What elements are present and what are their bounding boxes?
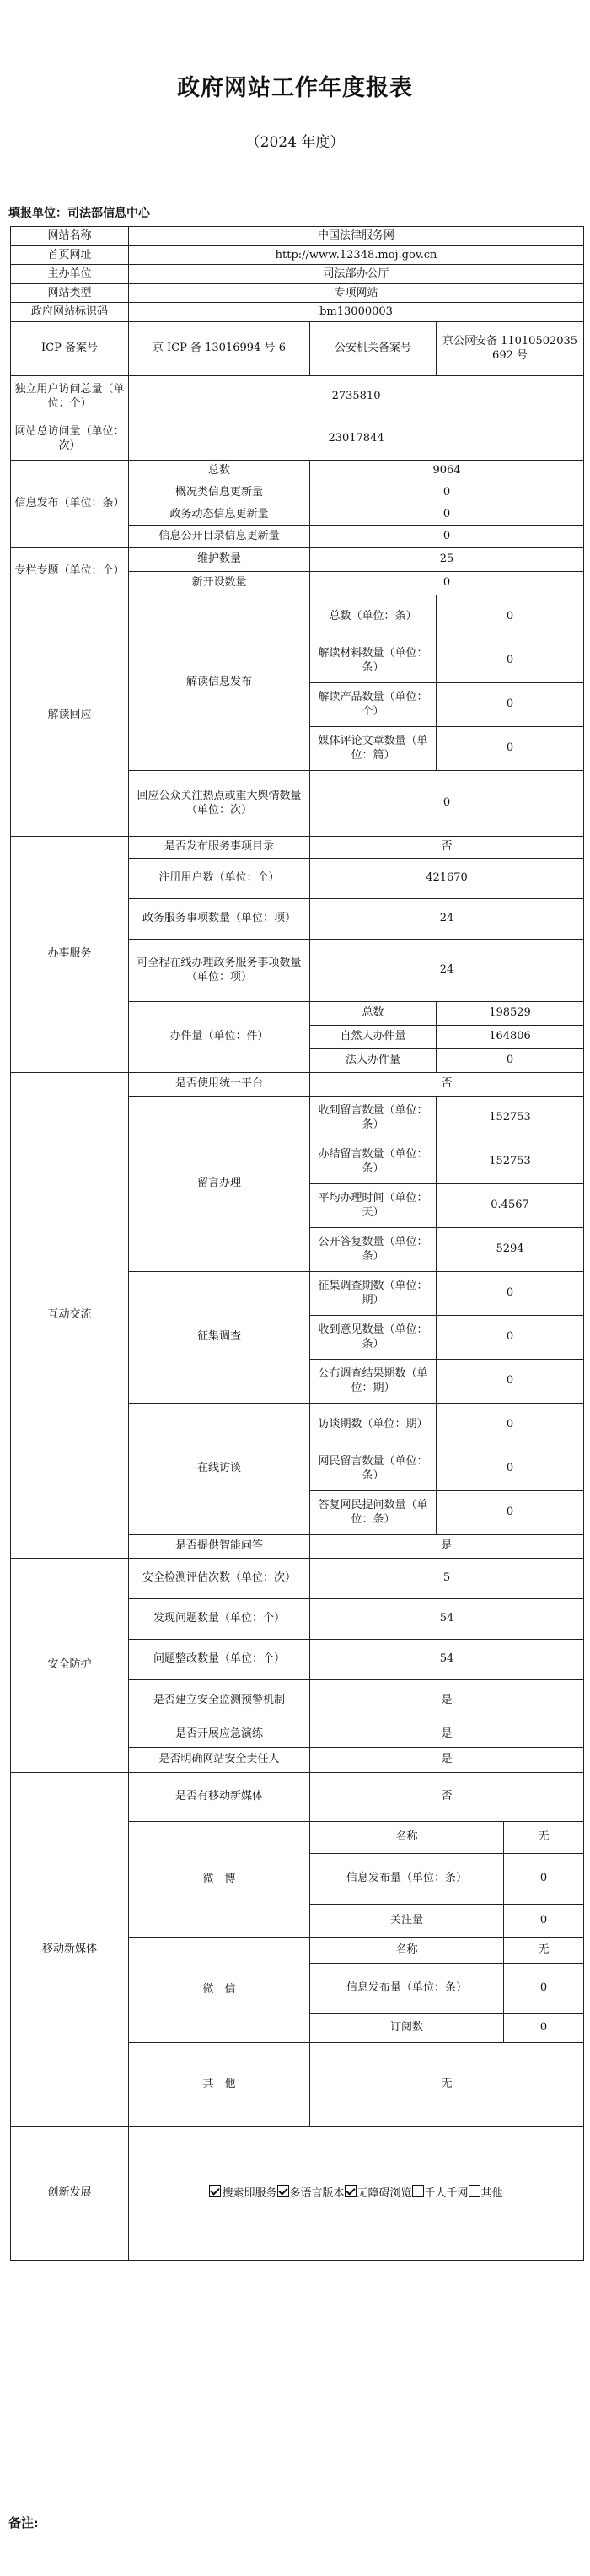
interpretation-row-label: 媒体评论文章数量（单位：篇） xyxy=(310,726,437,770)
catalog-label: 是否发布服务事项目录 xyxy=(129,836,310,858)
security-row-label: 是否建立安全监测预警机制 xyxy=(129,1679,310,1722)
unchecked-checkbox-icon xyxy=(469,2185,480,2197)
site-name-label: 网站名称 xyxy=(11,227,129,246)
table-row xyxy=(11,547,584,571)
users-label: 注册用户数（单位：个） xyxy=(129,858,310,898)
report-title: 政府网站工作年度报表 xyxy=(177,75,413,101)
volume-row-label: 法人办件量 xyxy=(310,1048,437,1072)
interview-row-label: 答复网民提问数量（单位：条） xyxy=(310,1490,437,1534)
innovation-options xyxy=(129,2126,584,2260)
site-host-label: 主办单位 xyxy=(11,265,129,284)
checked-checkbox-icon xyxy=(209,2185,221,2197)
visitors-label: 独立用户访问总量（单位：个） xyxy=(11,375,129,418)
message-row-label: 公开答复数量（单位：条） xyxy=(310,1227,437,1271)
online-value: 24 xyxy=(310,939,584,1001)
interpretation-row-value: 0 xyxy=(437,726,584,770)
qa-label: 是否提供智能问答 xyxy=(129,1534,310,1558)
info-publish-label: 信息发布（单位：条） xyxy=(11,460,129,547)
info-row-value: 0 xyxy=(310,482,584,504)
weibo-row-label: 信息发布量（单位：条） xyxy=(310,1853,504,1904)
interpretation-row-label: 解读产品数量（单位：个） xyxy=(310,682,437,726)
table-row xyxy=(11,418,584,460)
interpretation-row-value: 0 xyxy=(437,595,584,639)
table-row xyxy=(11,227,584,246)
security-row-value: 5 xyxy=(310,1558,584,1598)
table-row xyxy=(11,1072,584,1096)
site-host-value: 司法部办公厅 xyxy=(129,265,584,284)
innovation-option-label: 无障碍浏览 xyxy=(357,2186,412,2200)
mobile-has-value: 否 xyxy=(310,1772,584,1821)
security-row-label: 安全检测评估次数（单位：次） xyxy=(129,1558,310,1598)
security-row-value: 是 xyxy=(310,1747,584,1772)
wechat-label: 微 信 xyxy=(129,1937,310,2042)
columns-row-value: 0 xyxy=(310,571,584,595)
visitors-value: 2735810 xyxy=(129,375,584,418)
innovation-option xyxy=(469,2187,503,2200)
survey-row-value: 0 xyxy=(437,1315,584,1359)
info-row-label: 总数 xyxy=(129,460,310,482)
volume-row-label: 总数 xyxy=(310,1001,437,1025)
weibo-row-label: 名称 xyxy=(310,1821,504,1853)
response-label: 回应公众关注热点或重大舆情数量（单位：次） xyxy=(129,770,310,836)
table-row xyxy=(11,321,584,375)
survey-row-value: 0 xyxy=(437,1271,584,1315)
innovation-option xyxy=(277,2187,345,2200)
innovation-option-label: 千人千网 xyxy=(424,2186,469,2200)
report-year: （2024 年度） xyxy=(245,134,345,151)
survey-label: 征集调查 xyxy=(129,1271,310,1403)
security-row-value: 54 xyxy=(310,1598,584,1639)
message-label: 留言办理 xyxy=(129,1096,310,1271)
interpretation-label: 解读回应 xyxy=(11,595,129,836)
table-row xyxy=(11,460,584,482)
message-row-label: 平均办理时间（单位：天） xyxy=(310,1183,437,1227)
info-row-value: 9064 xyxy=(310,460,584,482)
mobile-label: 移动新媒体 xyxy=(11,1772,129,2126)
info-row-label: 概况类信息更新量 xyxy=(129,482,310,504)
survey-row-label: 征集调查期数（单位：期） xyxy=(310,1271,437,1315)
security-row-value: 54 xyxy=(310,1639,584,1679)
services-label: 办事服务 xyxy=(11,836,129,1072)
wechat-row-value: 0 xyxy=(504,2013,584,2042)
table-row xyxy=(11,836,584,858)
message-row-value: 152753 xyxy=(437,1140,584,1183)
icp-label: ICP 备案号 xyxy=(11,321,129,375)
survey-row-value: 0 xyxy=(437,1359,584,1403)
wechat-row-label: 订阅数 xyxy=(310,2013,504,2042)
volume-row-value: 198529 xyxy=(437,1001,584,1025)
columns-row-label: 新开设数量 xyxy=(129,571,310,595)
security-row-label: 发现问题数量（单位：个） xyxy=(129,1598,310,1639)
volume-row-label: 自然人办件量 xyxy=(310,1025,437,1048)
survey-row-label: 公布调查结果期数（单位：期） xyxy=(310,1359,437,1403)
weibo-row-value: 无 xyxy=(504,1821,584,1853)
message-row-label: 收到留言数量（单位：条） xyxy=(310,1096,437,1140)
site-type-value: 专项网站 xyxy=(129,283,584,303)
other-media-label: 其 他 xyxy=(129,2042,310,2126)
items-value: 24 xyxy=(310,898,584,939)
checked-checkbox-icon xyxy=(345,2185,357,2197)
pageviews-value: 23017844 xyxy=(129,418,584,460)
site-url-label: 首页网址 xyxy=(11,245,129,265)
message-row-value: 5294 xyxy=(437,1227,584,1271)
table-row xyxy=(11,2126,584,2260)
innovation-option-label: 多语言版本 xyxy=(289,2186,345,2200)
users-value: 421670 xyxy=(310,858,584,898)
table-row xyxy=(11,283,584,303)
table-row xyxy=(11,1772,584,1821)
table-row xyxy=(11,303,584,322)
message-row-value: 0.4567 xyxy=(437,1183,584,1227)
table-row xyxy=(11,375,584,418)
security-row-value: 是 xyxy=(310,1679,584,1722)
other-media-value: 无 xyxy=(310,2042,584,2126)
site-url-value: http://www.12348.moj.gov.cn xyxy=(129,245,584,265)
innovation-label: 创新发展 xyxy=(11,2126,129,2260)
wechat-row-label: 名称 xyxy=(310,1937,504,1963)
notes-label: 备注: xyxy=(8,2515,39,2530)
interpretation-row-value: 0 xyxy=(437,639,584,682)
interview-row-label: 访谈期数（单位：期） xyxy=(310,1403,437,1447)
interpretation-row-label: 总数（单位：条） xyxy=(310,595,437,639)
site-id-value: bm13000003 xyxy=(129,303,584,322)
innovation-option-label: 搜索即服务 xyxy=(222,2186,277,2200)
info-row-label: 政务动态信息更新量 xyxy=(129,504,310,525)
police-record-value: 京公网安备 11010502035692 号 xyxy=(437,321,584,375)
security-row-value: 是 xyxy=(310,1722,584,1747)
info-row-value: 0 xyxy=(310,525,584,547)
security-row-label: 问题整改数量（单位：个） xyxy=(129,1639,310,1679)
weibo-row-value: 0 xyxy=(504,1904,584,1937)
site-type-label: 网站类型 xyxy=(11,283,129,303)
report-table xyxy=(10,226,584,2261)
catalog-value: 否 xyxy=(310,836,584,858)
wechat-row-label: 信息发布量（单位：条） xyxy=(310,1963,504,2013)
table-row xyxy=(11,265,584,284)
site-name-value: 中国法律服务网 xyxy=(129,227,584,246)
response-value: 0 xyxy=(310,770,584,836)
columns-label: 专栏专题（单位：个） xyxy=(11,547,129,595)
interview-row-label: 网民留言数量（单位：条） xyxy=(310,1447,437,1490)
security-row-label: 是否明确网站安全责任人 xyxy=(129,1747,310,1772)
wechat-row-value: 无 xyxy=(504,1937,584,1963)
wechat-row-value: 0 xyxy=(504,1963,584,2013)
qa-value: 是 xyxy=(310,1534,584,1558)
info-row-value: 0 xyxy=(310,504,584,525)
info-row-label: 信息公开目录信息更新量 xyxy=(129,525,310,547)
items-label: 政务服务事项数量（单位：项） xyxy=(129,898,310,939)
security-label: 安全防护 xyxy=(11,1558,129,1772)
pageviews-label: 网站总访问量（单位：次） xyxy=(11,418,129,460)
table-row xyxy=(11,1558,584,1598)
interview-row-value: 0 xyxy=(437,1447,584,1490)
filing-unit: 填报单位：司法部信息中心 xyxy=(8,207,150,220)
checked-checkbox-icon xyxy=(277,2185,289,2197)
site-id-label: 政府网站标识码 xyxy=(11,303,129,322)
platform-value: 否 xyxy=(310,1072,584,1096)
interpretation-sub-label: 解读信息发布 xyxy=(129,595,310,770)
mobile-has-label: 是否有移动新媒体 xyxy=(129,1772,310,1821)
police-record-label: 公安机关备案号 xyxy=(310,321,437,375)
innovation-option xyxy=(209,2187,276,2200)
interview-label: 在线访谈 xyxy=(129,1403,310,1534)
interaction-label: 互动交流 xyxy=(11,1072,129,1558)
table-row xyxy=(11,595,584,639)
unchecked-checkbox-icon xyxy=(412,2185,424,2197)
interpretation-row-value: 0 xyxy=(437,682,584,726)
weibo-row-value: 0 xyxy=(504,1853,584,1904)
weibo-label: 微 博 xyxy=(129,1821,310,1937)
columns-row-label: 维护数量 xyxy=(129,547,310,571)
volume-label: 办件量（单位：件） xyxy=(129,1001,310,1072)
innovation-option xyxy=(412,2187,469,2200)
message-row-label: 办结留言数量（单位：条） xyxy=(310,1140,437,1183)
platform-label: 是否使用统一平台 xyxy=(129,1072,310,1096)
interview-row-value: 0 xyxy=(437,1490,584,1534)
message-row-value: 152753 xyxy=(437,1096,584,1140)
table-row xyxy=(11,245,584,265)
online-label: 可全程在线办理政务服务事项数量（单位：项） xyxy=(129,939,310,1001)
columns-row-value: 25 xyxy=(310,547,584,571)
icp-value: 京 ICP 备 13016994 号-6 xyxy=(129,321,310,375)
interpretation-row-label: 解读材料数量（单位：条） xyxy=(310,639,437,682)
innovation-option-label: 其他 xyxy=(480,2186,503,2200)
weibo-row-label: 关注量 xyxy=(310,1904,504,1937)
volume-row-value: 0 xyxy=(437,1048,584,1072)
security-row-label: 是否开展应急演练 xyxy=(129,1722,310,1747)
survey-row-label: 收到意见数量（单位：条） xyxy=(310,1315,437,1359)
innovation-option xyxy=(345,2187,412,2200)
volume-row-value: 164806 xyxy=(437,1025,584,1048)
interview-row-value: 0 xyxy=(437,1403,584,1447)
